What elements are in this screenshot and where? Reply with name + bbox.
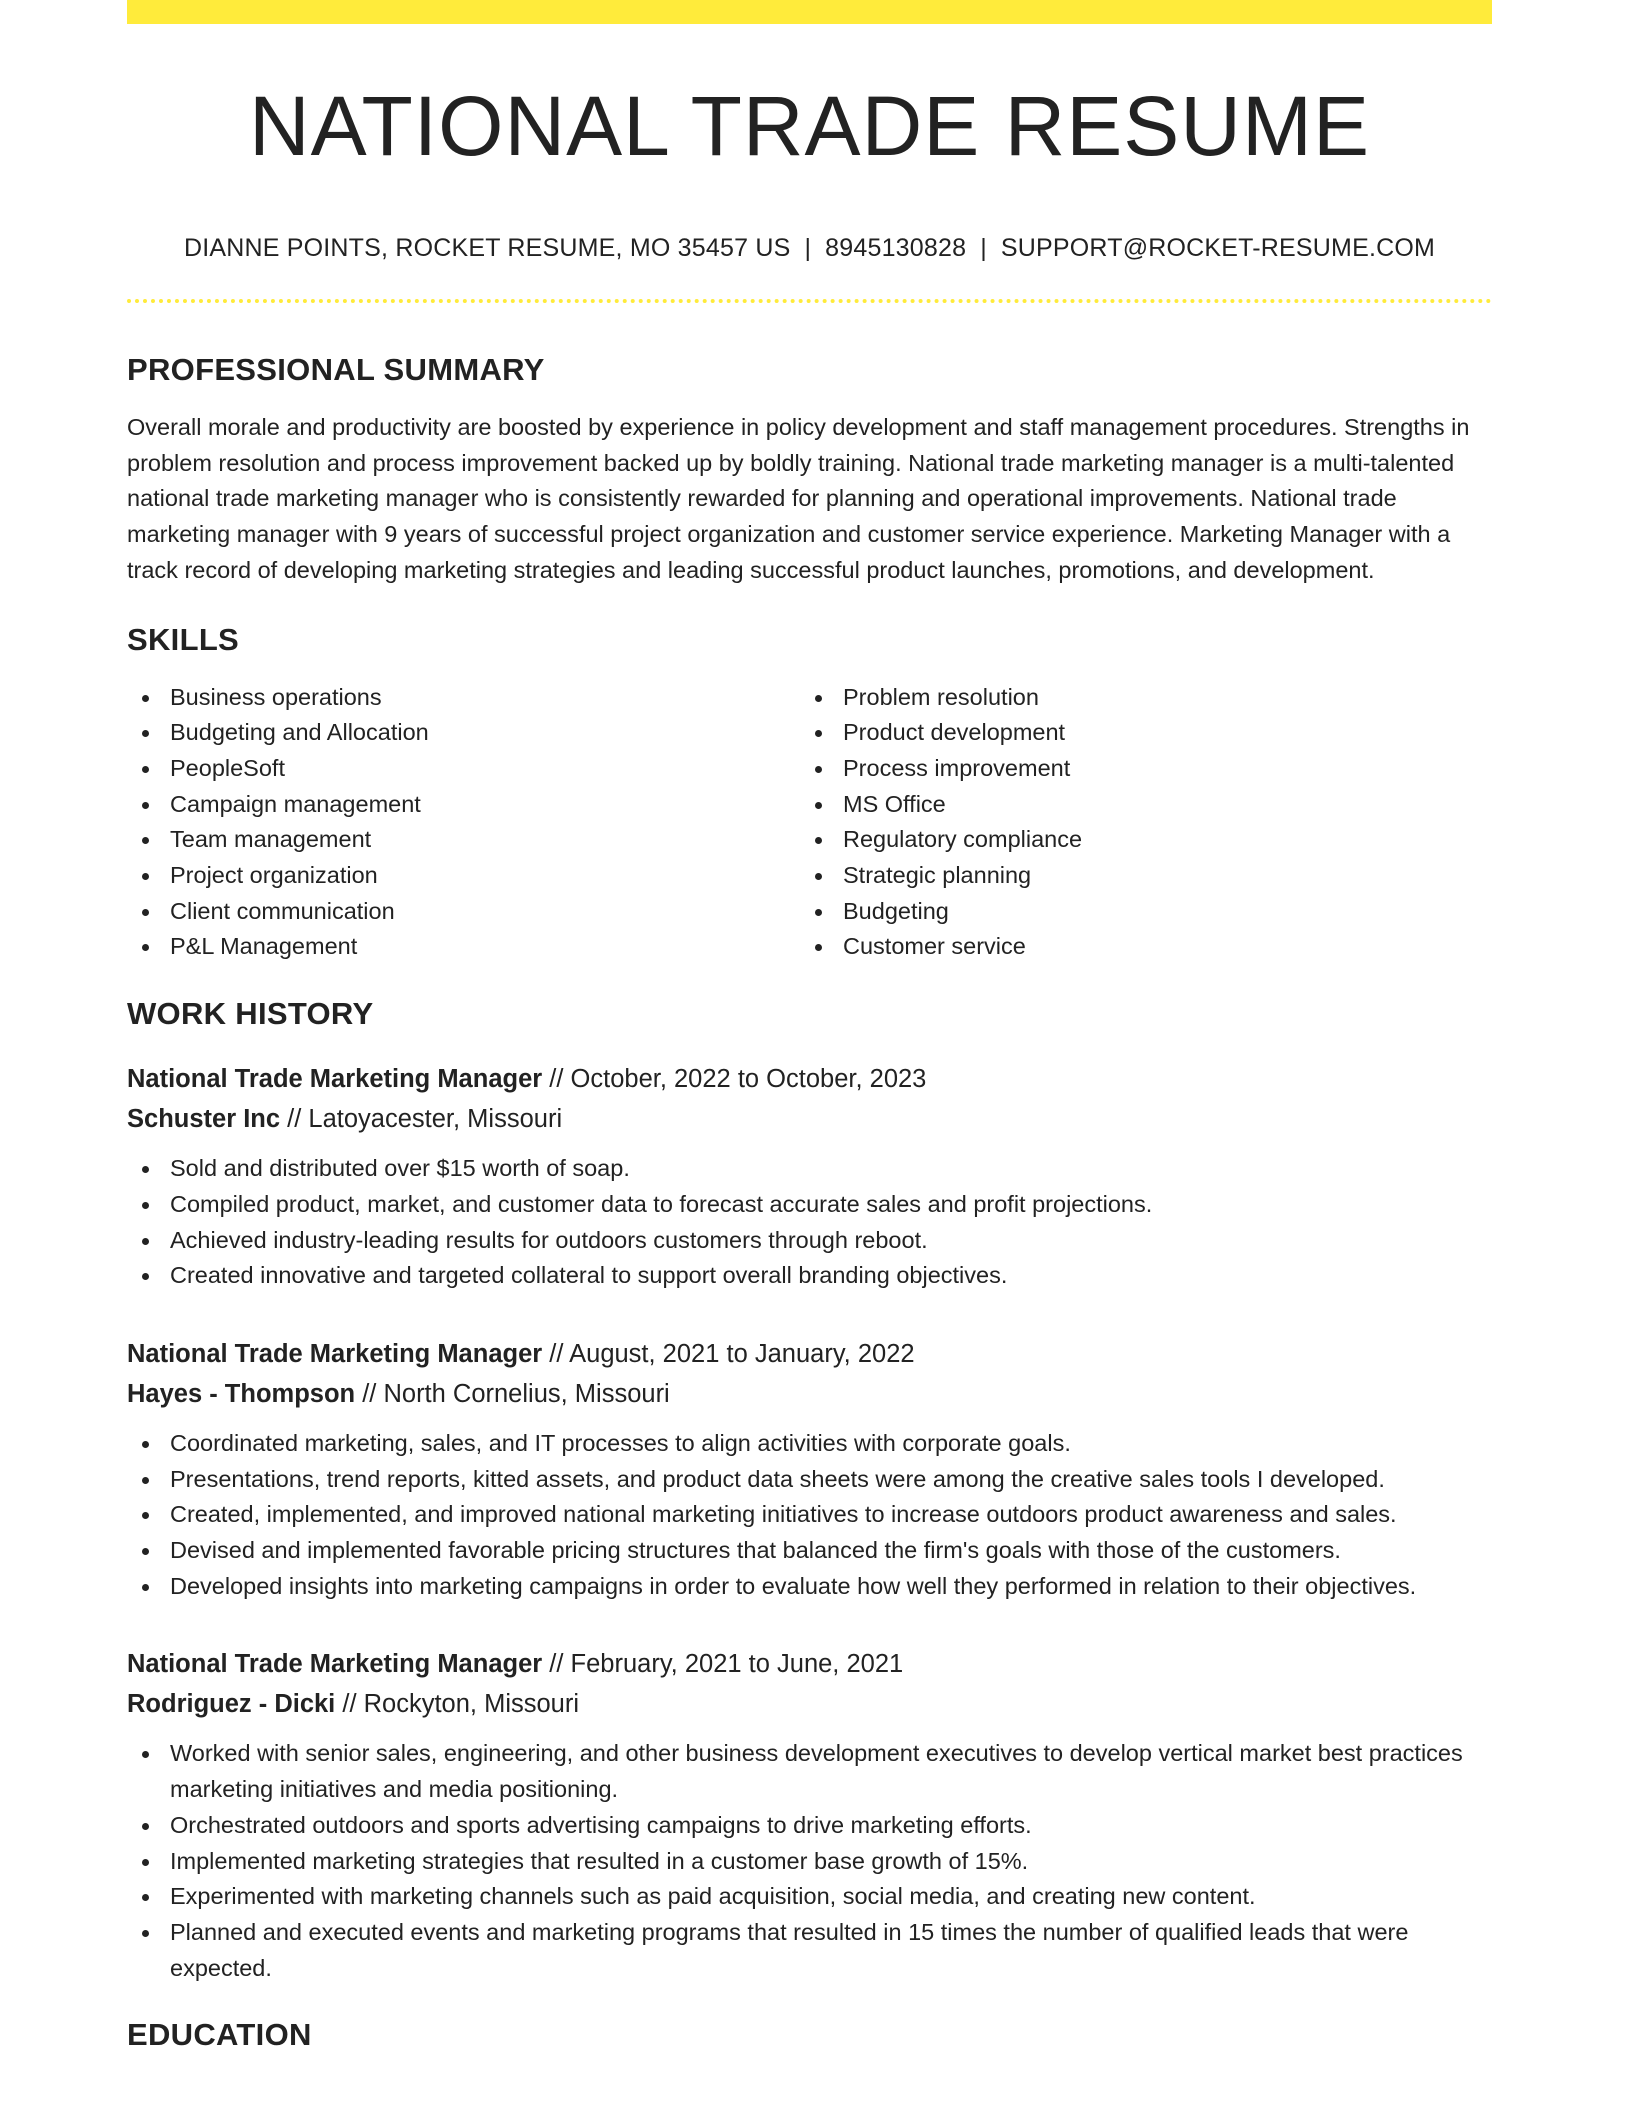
job-bullet: Orchestrated outdoors and sports advertising campaigns to drive marketing efforts. — [127, 1808, 1492, 1844]
job-bullet: Planned and executed events and marketing programs that resulted in 15 times the number of qualified leads that were expected. — [127, 1915, 1492, 1986]
skill-item: Strategic planning — [800, 858, 1473, 894]
summary-heading: PROFESSIONAL SUMMARY — [127, 352, 545, 387]
job-company: Rodriguez - Dicki — [127, 1690, 336, 1719]
contact-line — [127, 236, 1492, 261]
job-bullets — [127, 1151, 1492, 1294]
skills-heading: SKILLS — [127, 621, 240, 657]
job-company-line — [127, 1099, 1492, 1139]
job-company-line — [127, 1684, 1492, 1724]
skill-item: Team management — [127, 822, 800, 858]
job-title-line — [127, 1334, 1492, 1374]
skill-item: Regulatory compliance — [800, 822, 1473, 858]
skill-item: MS Office — [800, 787, 1473, 823]
skills-list — [127, 680, 1492, 966]
job-bullet: Presentations, trend reports, kitted assets, and product data sheets were among the creative sales tools I developed. — [127, 1462, 1492, 1498]
job-bullet: Devised and implemented favorable pricing structures that balanced the firm's goals with those of the customers. — [127, 1533, 1492, 1569]
job-company: Hayes - Thompson — [127, 1379, 356, 1408]
skills-column-right — [800, 680, 1473, 966]
job-entry — [127, 1059, 1492, 1294]
job-bullet: Developed insights into marketing campaigns in order to evaluate how well they performed in relation to their objectives. — [127, 1569, 1492, 1605]
job-location: // Rockyton, Missouri — [342, 1690, 580, 1719]
contact-email[interactable]: SUPPORT@ROCKET-RESUME.COM — [1000, 234, 1436, 262]
job-title: National Trade Marketing Manager — [127, 1650, 543, 1679]
job-entry — [127, 1334, 1492, 1605]
work-history-heading: WORK HISTORY — [127, 996, 374, 1032]
job-bullet: Sold and distributed over $15 worth of soap. — [127, 1151, 1492, 1187]
job-bullet: Compiled product, market, and customer data to forecast accurate sales and profit projections. — [127, 1187, 1492, 1223]
skill-item: Customer service — [800, 929, 1473, 965]
job-dates: // October, 2022 to October, 2023 — [549, 1065, 927, 1094]
skill-item: Budgeting — [800, 894, 1473, 930]
contact-separator: | — [980, 234, 987, 262]
skill-item: Product development — [800, 715, 1473, 751]
job-title: National Trade Marketing Manager — [127, 1065, 543, 1094]
job-bullet: Experimented with marketing channels such as paid acquisition, social media, and creating new content. — [127, 1879, 1492, 1915]
job-title-line — [127, 1644, 1492, 1684]
job-dates: // August, 2021 to January, 2022 — [549, 1339, 915, 1368]
job-title-line — [127, 1059, 1492, 1099]
skill-item: Business operations — [127, 680, 800, 716]
job-bullets — [127, 1426, 1492, 1605]
contact-separator: | — [804, 234, 812, 262]
contact-address: DIANNE POINTS, ROCKET RESUME, MO 35457 US — [183, 234, 791, 262]
job-entry — [127, 1644, 1492, 1986]
job-location: // North Cornelius, Missouri — [362, 1379, 670, 1408]
job-location: // Latoyacester, Missouri — [287, 1105, 563, 1134]
skills-column-left — [127, 680, 800, 966]
job-dates: // February, 2021 to June, 2021 — [549, 1650, 904, 1679]
job-bullet: Created innovative and targeted collateral to support overall branding objectives. — [127, 1258, 1492, 1294]
skill-item: Project organization — [127, 858, 800, 894]
contact-phone: 8945130828 — [825, 234, 967, 262]
dotted-divider — [127, 299, 1492, 303]
job-bullet: Created, implemented, and improved national marketing initiatives to increase outdoors product awareness and sales. — [127, 1497, 1492, 1533]
job-bullet: Coordinated marketing, sales, and IT processes to align activities with corporate goals. — [127, 1426, 1492, 1462]
top-accent-bar — [127, 0, 1492, 24]
skill-item: Client communication — [127, 894, 800, 930]
skill-item: Process improvement — [800, 751, 1473, 787]
job-title: National Trade Marketing Manager — [127, 1339, 543, 1368]
resume-page — [127, 0, 1492, 2053]
job-company: Schuster Inc — [127, 1105, 281, 1134]
job-bullets — [127, 1736, 1492, 1986]
skill-item: Budgeting and Allocation — [127, 715, 800, 751]
job-bullet: Worked with senior sales, engineering, and other business development executives to develop vertical market best practices marketing initiatives and media positioning. — [127, 1736, 1492, 1807]
skill-item: Problem resolution — [800, 680, 1473, 716]
resume-title: NATIONAL TRADE RESUME — [249, 79, 1370, 173]
job-company-line — [127, 1374, 1492, 1414]
job-bullet: Achieved industry-leading results for outdoors customers through reboot. — [127, 1223, 1492, 1259]
job-bullet: Implemented marketing strategies that resulted in a customer base growth of 15%. — [127, 1844, 1492, 1880]
skill-item: Campaign management — [127, 787, 800, 823]
skill-item: PeopleSoft — [127, 751, 800, 787]
education-heading: EDUCATION — [127, 2017, 312, 2053]
skill-item: P&L Management — [127, 929, 800, 965]
summary-text: Overall morale and productivity are boosted by experience in policy development and staff management procedures. Strengths in problem resolution and process improvement backed up by boldly training. National trade marketing manager is a multi-talented national trade marketing manager who is consistently rewarded for planning and operational improvements. National trade marketing manager with 9 years of successful project organization and customer service experience. Marketing Manager with a track record of developing marketing strategies and leading successful product launches, promotions, and development. — [127, 414, 1470, 583]
